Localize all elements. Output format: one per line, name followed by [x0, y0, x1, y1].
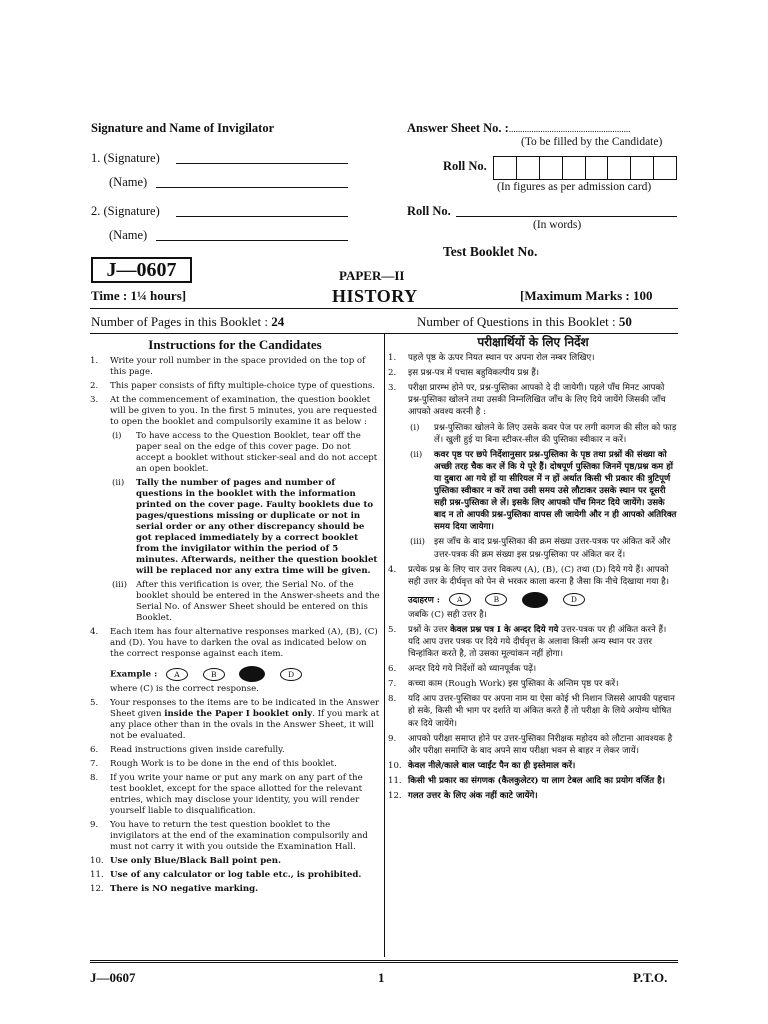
list-item: 3. परीक्षा प्रारम्भ होने पर, प्रश्न-पुस्तिका आपको दे दी जायेगी। पहले पाँच मिनट आपको प्रश्न-पुस्तिका खोलने तथा उसकी निम्नलिखित जाँच के लिए दिये जायेंगे जिसकी जाँच आपको अवश्य करनी है : (i) प्रश्न-पुस्तिका खोलने के लिए उसके कवर पेज पर लगी कागज की सील को फाड़ लें। खुली हुई या बिना स्टीकर-सील की पुस्तिका स्वीकार न करें। (ii) कवर पृष्ठ पर छपे निर्देशानुसार प्रश्न-पुस्तिका के पृष्ठ तथा प्रश्नों की संख्या को अच्छी तरह चैक कर लें कि ये पूरे हैं। दोषपूर्ण पुस्तिका जिनमें पृष्ठ/प्रश्न कम हों या दुबारा आ गये हों या सीरियल में न हों अर्थात किसी भी प्रकार की त्रुटिपूर्ण पुस्तिका स्वीकार न करें तथा उसी समय उसे लौटाकर उसके स्थान पर दूसरी सही प्रश्न-पुस्तिका ले लें। इसके लिए आपको पाँच मिनट दिये जायेंगे। उसके बाद न तो आपकी प्रश्न-पुस्तिका वापस ली जायेगी और न ही आपको अतिरिक्त समय दिया जायेगा। (iii) इस जाँच के बाद प्रश्न-पुस्तिका की क्रम संख्या उत्तर-पत्रक पर अंकित करें और उत्तर-पत्रक की क्रम संख्या इस प्रश्न-पुस्तिका पर अंकित कर दें। [388, 383, 677, 560]
signature-2-line[interactable] [176, 216, 348, 217]
answer-sheet-note: (To be filled by the Candidate) [521, 136, 663, 148]
list-item: 5. प्रश्नों के उत्तर केवल प्रश्न पत्र I के अन्दर दिये गये उत्तर-पत्रक पर ही अंकित करने हैं। यदि आप उत्तर पत्रक पर दिये गये दीर्घवृत्त के अलावा किसी अन्य स्थान पर उत्तर चिन्हांकित करते है, तो उसका मूल्यांकन नहीं होगा। [388, 624, 667, 660]
questions-count: Number of Questions in this Booklet : 50 [417, 314, 632, 329]
list-item: 6. अन्दर दिये गये निर्देशों को ध्यानपूर्वक पढ़ें। [388, 664, 537, 675]
list-item: 8. If you write your name or put any mark on any part of the test booklet, except for the space allotted for the relevant entries, which may disclose your identity, you will render yourself liable to disqualification. [90, 773, 363, 816]
list-item: 8. यदि आप उत्तर-पुस्तिका पर अपना नाम या ऐसा कोई भी निशान जिससे आपकी पहचान हो सके, किसी भी भाग पर दर्शाते या अंकित करते हैं तो परीक्षा के लिये अयोग्य घोषित कर दिये जायेंगे। [388, 694, 675, 729]
example-ovals-hi: उदाहरण : A B D [408, 592, 678, 608]
signature-2-label: 2. (Signature) [91, 204, 160, 218]
footer-code: J—0607 [90, 970, 136, 985]
list-item: 9. You have to return the test question booklet to the invigilators at the end of the examination compulsorily and must not carry it with you outside the Examination Hall. [90, 820, 368, 852]
oval-a: A [166, 668, 188, 681]
list-item: 11. किसी भी प्रकार का संगणक (कैलकुलेटर) या लाग टेबल आदि का प्रयोग वर्जित है। [388, 775, 665, 786]
roll-no-words-note: (In words) [533, 219, 582, 231]
instructions-title-hindi: परीक्षार्थियों के लिए निर्देश [477, 335, 589, 349]
header-rule [90, 308, 678, 309]
list-item: 2. इस प्रश्न-पत्र में पचास बहुविकल्पीय प्रश्न हैं। [388, 368, 540, 379]
subject-title: HISTORY [332, 286, 418, 306]
answer-sheet-dots: ...................................................... [508, 124, 631, 134]
list-item: 9. आपको परीक्षा समाप्त होने पर उत्तर-पुस्तिका निरीक्षक महोदय को लौटाना आवश्यक है और परीक्षा समाप्ति के बाद अपने साथ परीक्षा भवन से बाहर न लेकर जायें। [388, 733, 673, 756]
test-booklet-label: Test Booklet No. [443, 244, 538, 259]
list-item: 6. Read instructions given inside carefully. [90, 745, 285, 755]
roll-no-boxes[interactable] [493, 156, 677, 180]
signature-1-label: 1. (Signature) [91, 151, 160, 165]
answer-sheet-field[interactable] [407, 121, 630, 136]
instructions-title: Instructions for the Candidates [148, 337, 322, 352]
oval-b: B [203, 668, 225, 681]
signature-1-line[interactable] [176, 163, 348, 164]
list-item: 3. At the commencement of examination, the question booklet will be given to you. In the first 5 minutes, you are requested to open the booklet and compulsorily examine it as below : (i) To have access to the Question Booklet, tear off the paper seal on the edge of this cover page. Do not accept a booklet without sticker-seal and do not accept an open booklet. (ii) Tally the number of pages and number of questions in the booklet with the information printed on the cover page. Faulty booklets due to pages/questions missing or duplicate or not in serial order or any other discrepancy should be got replaced immediately by a correct booklet from the invigilator within the period of 5 minutes. Afterwards, neither the question booklet will be replaced nor any extra time will be given. (iii) After this verification is over, the Serial No. of the booklet should be entered in the Answer-sheets and the Serial No. of Answer Sheet should be entered on this Booklet. [90, 395, 380, 623]
pto-label: P.T.O. [633, 970, 668, 985]
oval-a: A [449, 593, 471, 606]
list-item: 4. Each item has four alternative responses marked (A), (B), (C) and (D). You have to darken the oval as indicated below on the correct response against each item. Example : A B D where (C) is the correct response. [90, 627, 380, 695]
roll-no-words-line[interactable] [456, 216, 677, 217]
page-number: 1 [378, 970, 385, 985]
roll-no-label: Roll No. [443, 159, 487, 173]
list-item: 5. Your responses to the items are to be indicated in the Answer Sheet given inside the Paper I booklet only. If you mark at any place other than in the ovals in the Answer Sheet, it will not be evaluated. [90, 698, 380, 741]
list-item: 10. Use only Blue/Black Ball point pen. [90, 856, 281, 866]
oval-c-filled [239, 666, 265, 682]
list-item: 11. Use of any calculator or log table etc., is prohibited. [90, 870, 362, 880]
list-item: 12. There is NO negative marking. [90, 884, 259, 894]
time-label: Time : 1¼ hours] [91, 288, 187, 303]
list-item: 2. This paper consists of fifty multiple-choice type of questions. [90, 381, 376, 391]
list-item: 1. पहले पृष्ठ के ऊपर नियत स्थान पर अपना रोल नम्बर लिखिए। [388, 353, 595, 364]
column-divider [384, 334, 385, 957]
paper-label: PAPER—II [339, 268, 405, 283]
example-ovals-en: Example : A B D [110, 666, 380, 682]
oval-d: D [280, 668, 302, 681]
booklet-code: J—0607 [91, 257, 192, 283]
list-item: 4. प्रत्येक प्रश्न के लिए चार उत्तर विकल्प (A), (B), (C) तथा (D) दिये गये हैं। आपको सही उत्तर के दीर्घवृत्त को पेन से भरकर काला करना है जैसा कि नीचे दिखाया गया है। उदाहरण : A B D जबकि (C) सही उत्तर है। [388, 564, 678, 621]
instructions-english [90, 336, 380, 898]
max-marks-label: [Maximum Marks : 100 [520, 288, 653, 303]
list-item: 10. केवल नीले/काले बाल प्वाईंट पैन का ही इस्तेमाल करें। [388, 760, 576, 771]
oval-b: B [485, 593, 507, 606]
instructions-hindi [388, 336, 678, 805]
list-item: 7. कच्चा काम (Rough Work) इस पुस्तिका के अन्तिम पृष्ठ पर करें। [388, 679, 619, 690]
name-2-label: (Name) [109, 228, 148, 242]
list-item: 7. Rough Work is to be done in the end of this booklet. [90, 759, 337, 769]
pages-count: Number of Pages in this Booklet : 24 [91, 314, 285, 329]
answer-sheet-label: Answer Sheet No. : [407, 121, 509, 135]
list-item: 12. गलत उत्तर के लिए अंक नहीं काटे जायेंगे। [388, 791, 538, 801]
oval-c-filled [522, 592, 548, 608]
footer-rule [90, 960, 678, 963]
list-item: 1. Write your roll number in the space provided on the top of this page. [90, 356, 366, 377]
roll-no-words-label: Roll No. [407, 204, 451, 218]
name-1-label: (Name) [109, 175, 148, 189]
name-2-line[interactable] [156, 240, 348, 241]
oval-d: D [563, 593, 585, 606]
name-1-line[interactable] [156, 187, 348, 188]
invigilator-title: Signature and Name of Invigilator [91, 121, 275, 135]
roll-no-figures-note: (In figures as per admission card) [497, 181, 652, 193]
